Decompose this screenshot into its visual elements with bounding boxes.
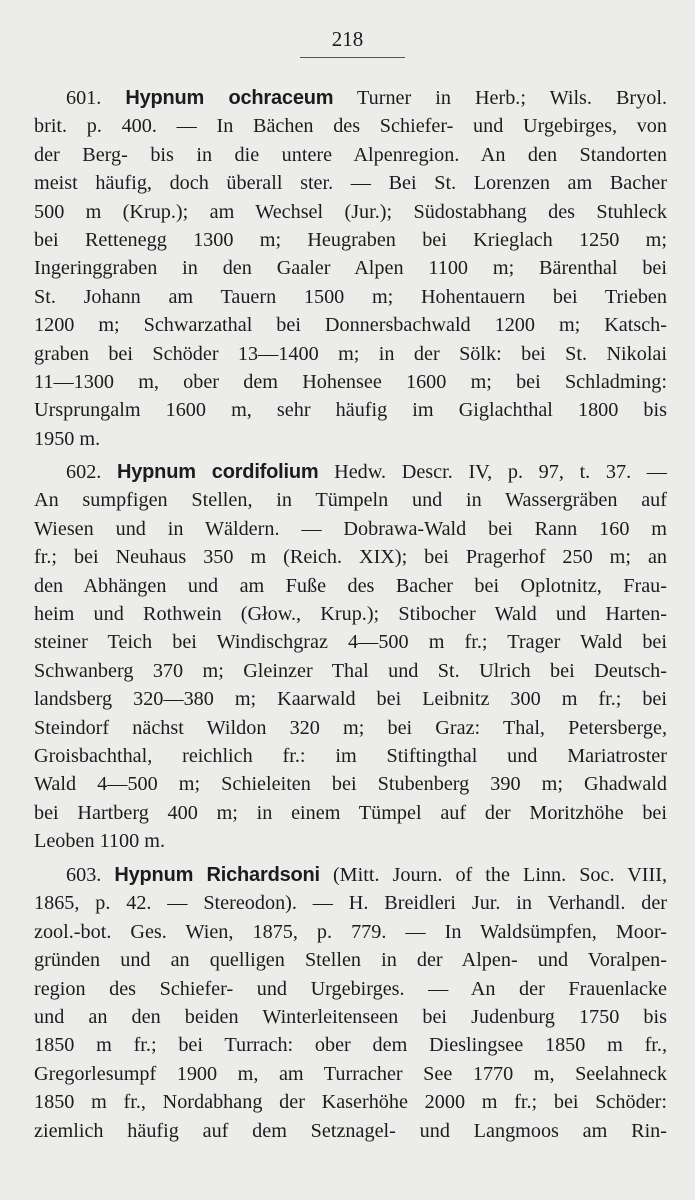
text-line: brit. p. 400. — In Bächen des Schiefer- und Urgebirges, von xyxy=(34,115,667,138)
text-line: bei Hartberg 400 m; in einem Tümpel auf der Moritzhöhe bei xyxy=(34,801,667,824)
text-line: gründen und an quelligen Stellen in der Alpen- und Voralpen- xyxy=(34,949,667,972)
text-line: region des Schiefer- und Urgebirges. — An der Frauenlacke xyxy=(34,977,667,1000)
text-line: Gregorlesumpf 1900 m, am Turracher See 1770 m, Seelahneck xyxy=(34,1062,667,1085)
text-line: 11—1300 m, ober dem Hohensee 1600 m; bei Schladming: xyxy=(34,370,667,393)
text-line: landsberg 320—380 m; Kaarwald bei Leibnitz 300 m fr.; bei xyxy=(34,688,667,711)
text-line: Turner in Herb.; Wils. Bryol. xyxy=(333,87,667,109)
text-line: heim und Rothwein (Głow., Krup.); Stibocher Wald und Harten- xyxy=(34,602,667,625)
page-number: 218 xyxy=(331,27,364,51)
text-line: zool.-bot. Ges. Wien, 1875, p. 779. — In Waldsümpfen, Moor- xyxy=(34,920,667,943)
text-line: St. Johann am Tauern 1500 m; Hohentauern bei Trieben xyxy=(34,285,667,308)
species-name: Hypnum cordifolium xyxy=(117,461,319,483)
text-line: graben bei Schöder 13—1400 m; in der Sölk: bei St. Nikolai xyxy=(34,342,667,365)
text-line: An sumpfigen Stellen, in Tümpeln und in Wassergräben auf xyxy=(34,489,667,512)
text-line: Ursprungalm 1600 m, sehr häufig im Giglachthal 1800 bis xyxy=(34,399,667,422)
text-line: den Abhängen und am Fuße des Bacher bei Oplotnitz, Frau- xyxy=(34,574,667,597)
entry-first-line xyxy=(34,861,667,889)
text-line: 1865, p. 42. — Stereodon). — H. Breidleri Jur. in Verhandl. der xyxy=(34,892,667,915)
text-line: Hedw. Descr. IV, p. 97, t. 37. — xyxy=(318,461,667,483)
entry-number: 601. xyxy=(66,87,102,109)
text-line: Steindorf nächst Wildon 320 m; bei Graz: Thal, Petersberge, xyxy=(34,716,667,739)
entry-first-line xyxy=(34,458,667,486)
text-line: Wiesen und in Wäldern. — Dobrawa-Wald bei Rann 160 m xyxy=(34,517,667,540)
species-name: Hypnum Richardsoni xyxy=(114,864,320,886)
header-rule xyxy=(300,57,405,58)
text-line: Schwanberg 370 m; Gleinzer Thal und St. Ulrich bei Deutsch- xyxy=(34,659,667,682)
text-line: meist häufig, doch überall ster. — Bei St. Lorenzen am Bacher xyxy=(34,172,667,195)
text-line: und an den beiden Winterleitenseen bei Judenburg 1750 bis xyxy=(34,1005,667,1028)
text-line: Groisbachthal, reichlich fr.: im Stiftingthal und Mariatroster xyxy=(34,744,667,767)
entry-number: 602. xyxy=(66,461,102,483)
text-line: Ingeringgraben in den Gaaler Alpen 1100 m; Bärenthal bei xyxy=(34,257,667,280)
text-line: (Mitt. Journ. of the Linn. Soc. VIII, xyxy=(319,864,667,886)
text-line: 1850 m fr.; bei Turrach: ober dem Dieslingsee 1850 m fr., xyxy=(34,1034,667,1057)
entry-601 xyxy=(34,84,667,453)
text-line: der Berg- bis in die untere Alpenregion. An den Standorten xyxy=(34,143,667,166)
entry-603 xyxy=(34,861,667,1145)
text-line: 1950 m. xyxy=(34,427,101,450)
text-line: 1850 m fr., Nordabhang der Kaserhöhe 2000 m fr.; bei Schöder: xyxy=(34,1091,667,1114)
species-name: Hypnum ochraceum xyxy=(125,87,334,109)
entry-first-line xyxy=(34,84,667,112)
text-line: 500 m (Krup.); am Wechsel (Jur.); Südostabhang des Stuhleck xyxy=(34,200,667,223)
entry-602 xyxy=(34,458,667,855)
text-line: bei Rettenegg 1300 m; Heugraben bei Krieglach 1250 m; xyxy=(34,228,667,251)
text-line: Leoben 1100 m. xyxy=(34,830,166,853)
text-line: fr.; bei Neuhaus 350 m (Reich. XIX); bei Pragerhof 250 m; an xyxy=(34,546,667,569)
text-line: ziemlich häufig auf dem Setznagel- und Langmoos am Rin- xyxy=(34,1119,667,1142)
text-line: Wald 4—500 m; Schieleiten bei Stubenberg 390 m; Ghadwald xyxy=(34,773,667,796)
text-line: steiner Teich bei Windischgraz 4—500 m fr.; Trager Wald bei xyxy=(34,631,667,654)
text-line: 1200 m; Schwarzathal bei Donnersbachwald 1200 m; Katsch- xyxy=(34,314,667,337)
entry-number: 603. xyxy=(66,864,102,886)
